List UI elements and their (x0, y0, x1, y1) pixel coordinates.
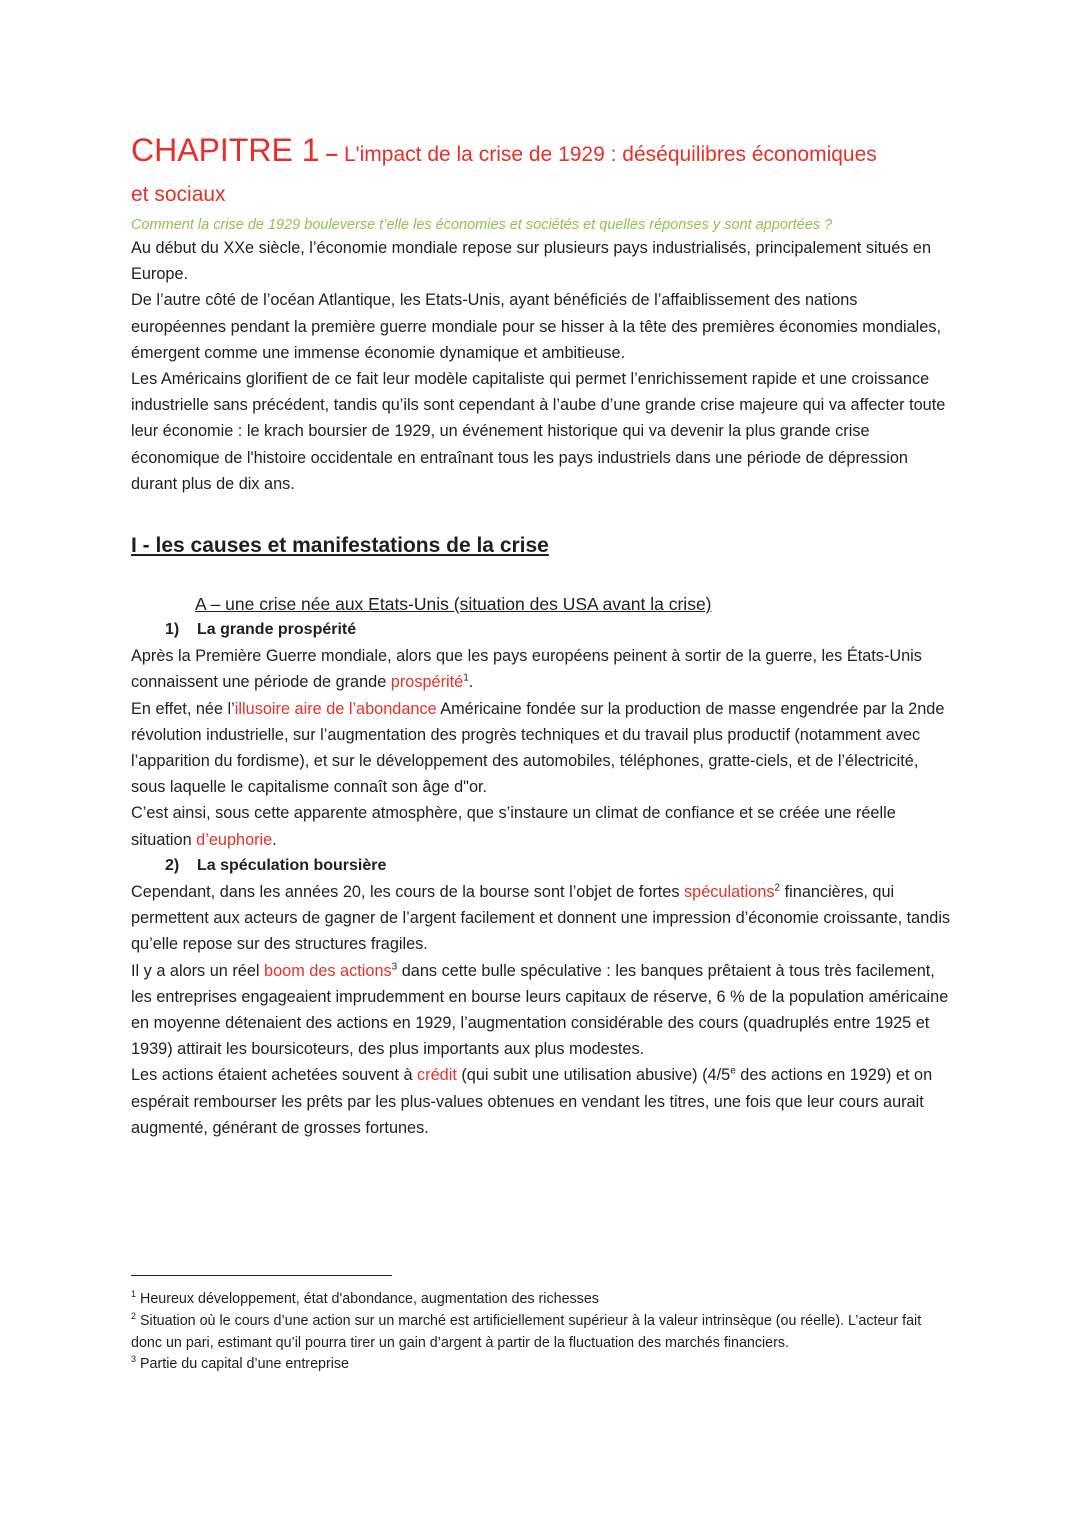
chapter-title (131, 130, 956, 177)
keyword-speculations: spéculations (684, 883, 775, 902)
chapter-number: CHAPITRE 1 (131, 132, 320, 168)
keyword-boom-actions: boom des actions (264, 961, 392, 980)
text-run: dans cette bulle spéculative : les banques prêtaient à tous très facilement, les entreprises engageaient imprudemment en bourse leurs capitaux de réserve, 6 % de la population américaine en moyenne détenaient des actions en 1929, l’augmentation considérable des cours (quadruplés entre 1925 et 1939) attirait les boursicoteurs, des plus importants aux plus modestes. (131, 961, 949, 1059)
prosperity-paragraph-1 (131, 643, 956, 695)
intro-paragraph-3: Les Américains glorifient de ce fait leur modèle capitaliste qui permet l’enrichissement rapide et une croissance industrielle sans précédent, tandis qu’ils sont cependant à l’aube d’une grande crise majeure qui va affecter toute leur économie : le krach boursier de 1929, un événement historique qui va devenir la plus grande crise économique de l'histoire occidentale en entraînant tous les pays industriels dans une période de dépression durant plus de dix ans. (131, 370, 946, 493)
speculation-paragraph-3 (131, 1062, 956, 1141)
keyword-prosperite: prospérité (390, 673, 464, 692)
footnote-text: Situation où le cours d’une action sur un marché est artificiellement supérieur à la valeur intrinsèque (ou réelle). L’acteur fait donc un pari, estimant qu’il pourra tirer un gain d’argent à partir de la fluctuation des marchés financiers. (131, 1312, 922, 1351)
text-run: Après la Première Guerre mondiale, alors que les pays européens peinent à sortir de la guerre, les États-Unis connaissent une période de grande (131, 647, 922, 692)
prosperity-paragraph-3 (131, 800, 956, 852)
text-run: C’est ainsi, sous cette apparente atmosphère, que s’instaure un climat de confiance et se créée une réelle situation (131, 804, 896, 849)
footnote-number: 2 (131, 1311, 137, 1322)
speculation-paragraph-2 (131, 958, 956, 1063)
subsection-heading: A – une crise née aux Etats-Unis (situation des USA avant la crise) (195, 594, 712, 615)
footnotes (131, 1289, 956, 1376)
chapter-subtitle: L'impact de la crise de 1929 : déséquilibres économiques (343, 143, 877, 166)
text-run: des actions en 1929) et on espérait rembourser les prêts par les plus-values obtenues en vendant les titres, une fois que leur cours aurait augmenté, générant de grosses fortunes. (131, 1066, 933, 1137)
text-run: Les actions étaient achetées souvent à (131, 1066, 418, 1085)
text-run: Cependant, dans les années 20, les cours de la bourse sont l’objet de fortes (131, 883, 685, 902)
item-label-2: La spéculation boursière (197, 856, 387, 874)
text-run: En effet, née l’ (131, 699, 235, 718)
footnote-text: Partie du capital d’une entreprise (136, 1356, 350, 1373)
text-run: . (272, 830, 277, 849)
text-run: Américaine fondée sur la production de masse engendrée par la 2nde révolution industrielle, sur l’augmentation des progrès techniques et du travail plus productif (notamment avec l’apparition du fordisme), et sur le développement des automobiles, téléphones, gratte-ciels, et de l’électricité, sous laquelle le capitalisme connaît son âge d"or. (131, 699, 945, 797)
keyword-credit: crédit (417, 1066, 457, 1085)
footnote-1 (131, 1289, 956, 1311)
text-run: . (468, 673, 474, 692)
footnote-ref-1: 1 (463, 673, 469, 685)
footnote-ref-2: 2 (774, 882, 781, 894)
chapter-subtitle-continued: et sociaux (131, 183, 226, 206)
speculation-paragraph-1 (131, 879, 956, 958)
footnote-number: 3 (131, 1354, 137, 1365)
footnote-separator (131, 1275, 392, 1276)
item-heading-2 (165, 853, 956, 879)
footnote-text: Heureux développement, état d'abondance, augmentation des richesses (136, 1291, 599, 1307)
text-run: financières, qui permettent aux acteurs de gagner de l’argent facilement et donnent une impression d’économie croissante, tandis qu’elle repose sur des structures fragiles. (131, 883, 951, 954)
keyword-euphorie: d’euphorie (196, 830, 273, 849)
footnote-ref-3: 3 (391, 961, 398, 973)
footnote-number: 1 (131, 1289, 137, 1300)
section-heading: I - les causes et manifestations de la crise (131, 534, 549, 558)
intro-paragraph-2: De l’autre côté de l’océan Atlantique, les Etats-Unis, ayant bénéficiés de l’affaiblissement des nations européennes pendant la première guerre mondiale pour se hisser à la tête des premières économies mondiales, émergent comme une immense économie dynamique et ambitieuse. (131, 291, 942, 362)
item-heading-1 (165, 617, 956, 643)
problem-question: Comment la crise de 1929 bouleverse t’elle les économies et sociétés et quelles réponses y sont apportées ? (131, 217, 833, 233)
title-dash: – (319, 141, 344, 166)
footnote-2 (131, 1311, 956, 1355)
prosperity-paragraph-2 (131, 696, 956, 801)
item-number-2: 2) (165, 856, 180, 874)
superscript-e: e (730, 1066, 736, 1078)
footnote-3 (131, 1354, 956, 1376)
keyword-abondance: illusoire aire de l’abondance (234, 699, 437, 718)
text-run: (qui subit une utilisation abusive) (4/5 (456, 1066, 731, 1085)
intro-paragraph-1: Au début du XXe siècle, l’économie mondiale repose sur plusieurs pays industrialisés, principalement situés en Europe. (131, 239, 932, 284)
item-label-1: La grande prospérité (197, 621, 357, 639)
item-number-1: 1) (165, 621, 180, 639)
document-page (131, 130, 956, 1141)
text-run: Il y a alors un réel (131, 961, 265, 980)
